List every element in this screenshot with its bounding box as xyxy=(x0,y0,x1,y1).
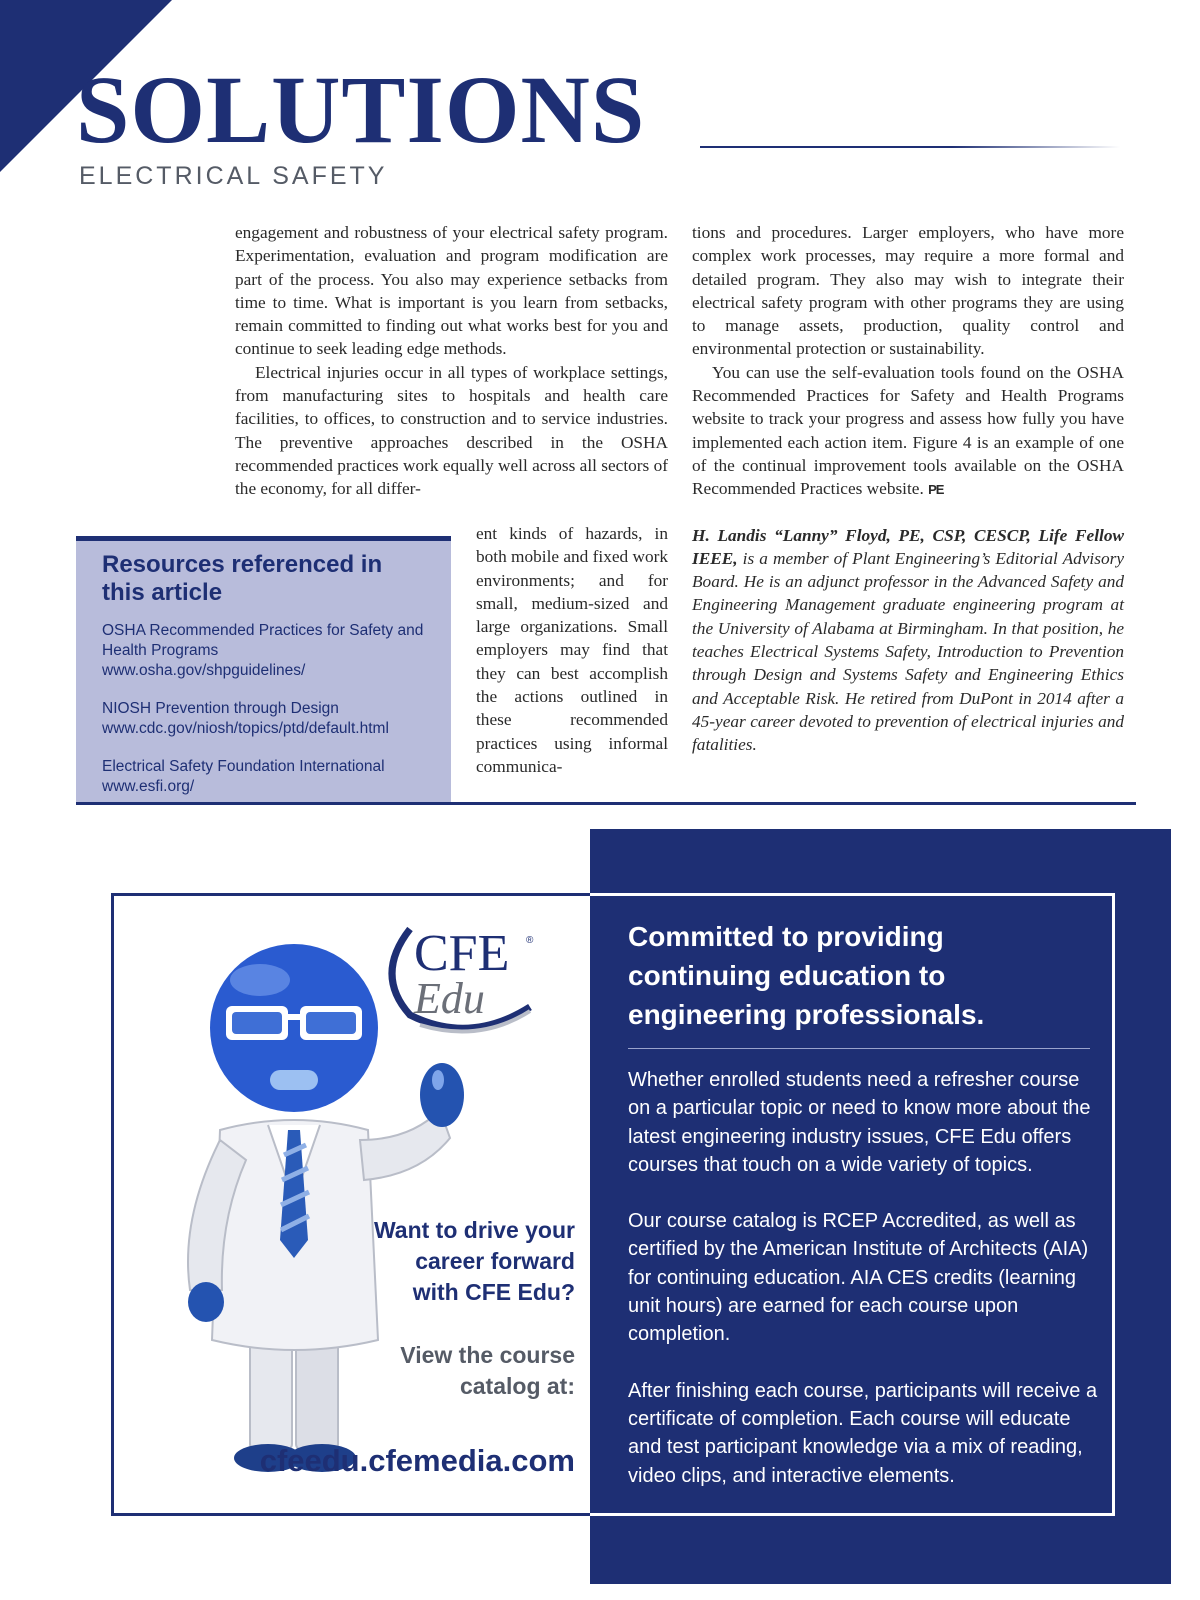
ad-frame-white-right xyxy=(1112,893,1115,1516)
ad-url-link[interactable]: cfeedu.cfemedia.com xyxy=(259,1443,575,1478)
article-paragraph xyxy=(692,361,1124,502)
ad-call-to-action xyxy=(374,1215,575,1308)
logo-text-top: CFE xyxy=(414,925,510,982)
logo-text-bottom: Edu xyxy=(414,974,485,1023)
view-line: View the course xyxy=(400,1342,575,1368)
resource-link[interactable]: www.osha.gov/shpguidelines/ xyxy=(102,662,306,679)
end-of-article-mark: PE xyxy=(928,482,944,498)
ad-divider xyxy=(628,1048,1090,1049)
resource-title: Electrical Safety Foundation International xyxy=(102,758,385,775)
article-column-2 xyxy=(692,221,1124,757)
cta-line: Want to drive your xyxy=(373,1217,575,1243)
resource-item xyxy=(102,757,429,797)
resource-item xyxy=(102,699,429,739)
article-column-1-continued xyxy=(476,522,668,778)
article-paragraph: Electrical injuries occur in all types of workplace settings, from manufacturing sites to hospitals and health care facilities, to offices, to construction and to service industries. The preventive approaches described in the OSHA recommended practices work equally well across all sectors of the economy, for all differ- xyxy=(235,362,668,499)
article-paragraph: engagement and robustness of your electrical safety program. Experimentation, evaluation and program modification are part of the process. You also may experience setbacks from time to time. What is important is you learn from setbacks, remain committed to finding out what works best for you and continue to seek leading edge methods. xyxy=(235,223,668,359)
ad-body xyxy=(628,1066,1098,1518)
cta-line: career forward xyxy=(415,1248,575,1274)
ad-headline: Committed to providing continuing education to engineering professionals. xyxy=(628,921,985,1030)
resources-sidebar xyxy=(76,536,451,804)
cfe-edu-logo xyxy=(380,915,545,1040)
article-bottom-rule xyxy=(76,802,1136,805)
author-bio xyxy=(692,524,1124,757)
section-title: SOLUTIONS xyxy=(76,56,646,163)
view-line: catalog at: xyxy=(459,1373,575,1399)
article-paragraph: tions and procedures. Larger employers, who have more complex work processes, may require a more formal and detailed program. They also may wish to integrate their electrical safety program with other programs they are using to manage assets, production, quality control and environmental protection or sustainability. xyxy=(692,223,1124,359)
resource-link[interactable]: www.esfi.org/ xyxy=(102,778,195,795)
author-bio-text: is a member of Plant Engineering’s Editorial Advisory Board. He is an adjunct professor in the Advanced Safety and Engineering Management graduate engineering program at the University of Alabama at Birmingham. In that position, he teaches Electrical Systems Safety, Introduction to Prevention through Design and Systems Safety and Engineering Ethics and Acceptable Risk. He retired from DuPont in 2014 after a 45-year career devoted to prevention of electrical injuries and fatalities. xyxy=(692,548,1124,755)
ad-view-catalog xyxy=(400,1340,575,1402)
resources-heading: Resources referenced in this article xyxy=(102,551,383,606)
resource-title: OSHA Recommended Practices for Safety and Health Programs xyxy=(102,622,424,659)
resource-title: NIOSH Prevention through Design xyxy=(102,700,339,717)
title-rule xyxy=(700,146,1120,148)
ad-paragraph: Whether enrolled students need a refresher course on a particular topic or need to know more about the latest engineering industry issues, CFE Edu offers courses that touch on a wide variety of topics. xyxy=(628,1069,1091,1176)
cta-line: with CFE Edu? xyxy=(412,1279,575,1305)
article-paragraph: ent kinds of hazards, in both mobile and fixed work environments; and for small, medium-sized and large organizations. Small employers may find that they can best accomplish the actions outlined in these recommended practices using informal communica- xyxy=(476,524,668,776)
author-name: H. Landis “Lanny” Floyd, PE, CSP, CESCP, Life Fellow IEEE, xyxy=(692,525,1124,568)
section-subtitle: ELECTRICAL SAFETY xyxy=(79,162,388,190)
ad-frame-white-top xyxy=(590,893,1115,896)
resource-link[interactable]: www.cdc.gov/niosh/topics/ptd/default.html xyxy=(102,720,389,737)
resource-item xyxy=(102,621,429,681)
ad-paragraph: After finishing each course, participants will receive a certificate of completion. Each course will educate and test participant knowledge via a mix of reading, video clips, and interactive elements. xyxy=(628,1379,1098,1487)
article-paragraph-text: You can use the self-evaluation tools found on the OSHA Recommended Practices for Safety and Health Programs website to track your progress and assess how fully you have implemented each action item. Figure 4 is an example of one of the continual improvement tools available on the OSHA Recommended Practices website. xyxy=(692,362,1124,499)
article-column-1 xyxy=(235,221,668,501)
ad-paragraph: Our course catalog is RCEP Accredited, as well as certified by the American Institute of Architects (AIA) for continuing education. AIA CES credits (learning unit hours) are earned for each course upon completion. xyxy=(628,1210,1089,1346)
logo-registered-mark: ® xyxy=(526,935,534,946)
